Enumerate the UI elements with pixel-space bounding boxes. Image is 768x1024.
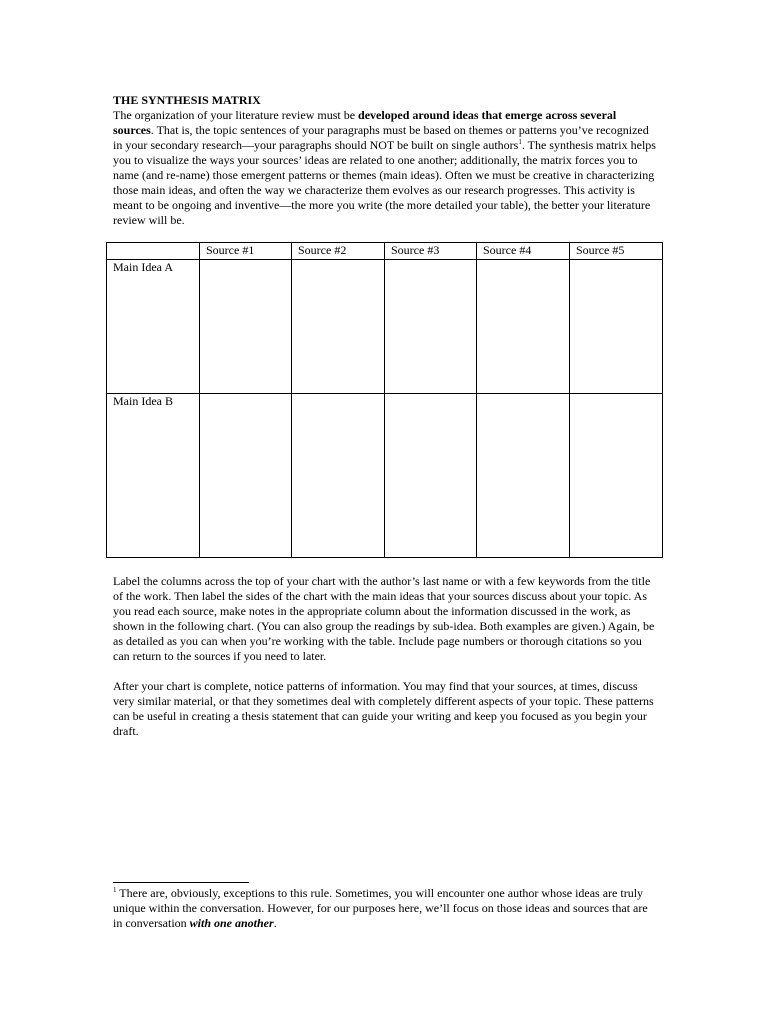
intro-text-3: . The synthesis matrix helps you to visualize the ways your sources’ ideas are related to one another; additionally, the matrix forces you to name (and re-name) those emergent patterns or themes (main ideas). Often we must be creative in characterizing those main ideas, and often the way we characterize them evolves as our research progresses. This activity is meant to be ongoing and inventive—the more you write (the more detailed your table), the better your literature review will be.	[113, 138, 656, 227]
table-header-row	[107, 243, 663, 260]
table-cell	[292, 394, 385, 558]
footnote-reference: 1	[518, 138, 522, 146]
table-cell	[570, 260, 663, 394]
table-row-main-idea-b	[107, 394, 663, 558]
intro-text-2: . That is, the topic sentences of your paragraphs must be based on themes or patterns you’ve recognized in your secondary research—your paragraphs should NOT be built on single authors	[113, 123, 649, 152]
header-cell-source-1: Source #1	[200, 243, 292, 260]
header-cell-source-2: Source #2	[292, 243, 385, 260]
table-row-main-idea-a	[107, 260, 663, 394]
footnote-text: There are, obviously, exceptions to this rule. Sometimes, you will encounter one author whose ideas are truly unique within the conversation. However, for our purposes here, we’ll focus on those ideas and sources that are in conversation	[113, 886, 648, 930]
footnote	[113, 886, 658, 931]
table-cell	[200, 394, 292, 558]
header-cell-source-5: Source #5	[570, 243, 663, 260]
intro-bold-text: developed around ideas that emerge across several sources	[113, 108, 617, 137]
header-cell-source-3: Source #3	[385, 243, 477, 260]
footnote-emphasis: with one another	[189, 916, 274, 930]
table-cell	[570, 394, 663, 558]
table-cell	[477, 260, 570, 394]
table-cell	[477, 394, 570, 558]
intro-paragraph	[113, 108, 658, 228]
intro-text-1: The organization of your literature review must be	[113, 108, 359, 122]
table-cell	[200, 260, 292, 394]
instructions-paragraph: Label the columns across the top of your chart with the author’s last name or with a few keywords from the title of the work. Then label the sides of the chart with the main ideas that your sources discuss about your topic. As you read each source, make notes in the appropriate column about the information discussed in the work, as shown in the following chart. (You can also group the readings by sub-idea. Both examples are given.) Again, be as detailed as you can when you’re working with the table. Include page numbers or thorough citations so you can return to the sources if you need to later.	[113, 574, 655, 663]
document-title: THE SYNTHESIS MATRIX	[113, 93, 261, 107]
table-cell	[292, 260, 385, 394]
row-label-main-idea-a: Main Idea A	[107, 260, 200, 394]
patterns-paragraph: After your chart is complete, notice patterns of information. You may find that your sources, at times, discuss very similar material, or that they sometimes deal with completely different aspects of your topic. These patterns can be useful in creating a thesis statement that can guide your writing and keep you focused as you begin your draft.	[113, 679, 654, 738]
table-cell	[385, 394, 477, 558]
table-cell	[385, 260, 477, 394]
footnote-marker: 1	[113, 886, 117, 894]
synthesis-matrix-table	[106, 242, 663, 558]
header-cell-empty	[107, 243, 200, 260]
footnote-separator	[113, 882, 249, 883]
row-label-main-idea-b: Main Idea B	[107, 394, 200, 558]
footnote-end: .	[273, 916, 277, 930]
header-cell-source-4: Source #4	[477, 243, 570, 260]
